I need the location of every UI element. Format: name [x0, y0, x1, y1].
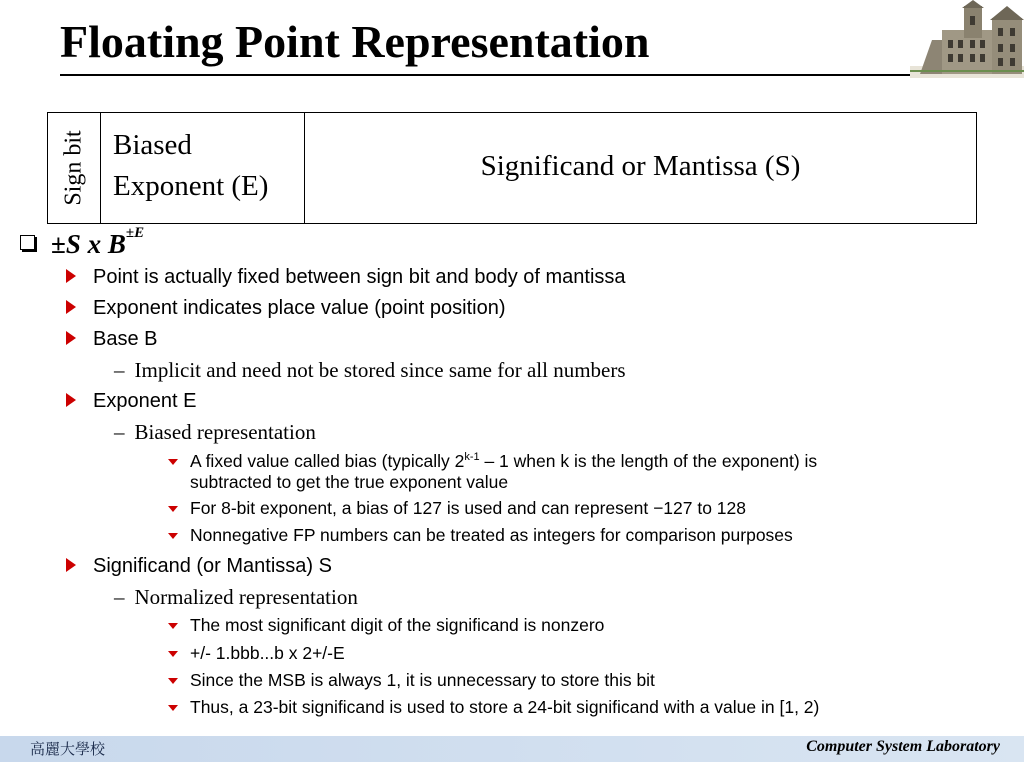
- bullet-text: Normalized representation: [134, 585, 358, 609]
- bullet-exponent-e: [66, 390, 196, 413]
- sign-bit-label: Sign bit: [60, 130, 87, 206]
- bullet-text: Base B: [93, 328, 158, 350]
- bullet-text: Implicit and need not be stored since same for all numbers: [134, 358, 626, 382]
- bias-superscript: k-1: [464, 451, 480, 464]
- red-arrow-bullet-icon: [66, 393, 76, 407]
- bullet-text: For 8-bit exponent, a bias of 127 is used and can represent −127 to 128: [190, 498, 747, 518]
- dash-bullet-icon: –: [114, 585, 125, 609]
- formula-base: ±S x B: [51, 229, 126, 259]
- red-triangle-bullet-icon: [168, 533, 178, 539]
- title-underline: [60, 74, 915, 76]
- red-arrow-bullet-icon: [66, 300, 76, 314]
- red-triangle-bullet-icon: [168, 459, 178, 465]
- bullet-text-cont: – 1 when k is the length of the exponent) is: [479, 451, 818, 471]
- bullet-text: Biased representation: [134, 420, 316, 444]
- red-triangle-bullet-icon: [168, 651, 178, 657]
- exponent-cell: [101, 113, 305, 223]
- significand-cell: [305, 113, 976, 223]
- footer-band: [0, 736, 1024, 762]
- footer-lab-name: Computer System Laboratory: [806, 738, 1000, 755]
- bullet-significand: [66, 555, 332, 578]
- exponent-label-line1: Biased: [113, 129, 192, 161]
- university-building-icon: [910, 0, 1024, 78]
- bullet-text: Point is actually fixed between sign bit and body of mantissa: [93, 266, 626, 288]
- sub-sub-bullet-23bit: [168, 697, 819, 718]
- bullet-text: The most significant digit of the significand is nonzero: [190, 615, 605, 635]
- red-triangle-bullet-icon: [168, 705, 178, 711]
- bullet-text: Significand (or Mantissa) S: [93, 555, 332, 577]
- sub-bullet-biased: [114, 420, 316, 445]
- dash-bullet-icon: –: [114, 420, 125, 444]
- bullet-base-b: [66, 328, 157, 351]
- sub-sub-bullet-bias-cont: [190, 472, 508, 493]
- bullet-text: Thus, a 23-bit significand is used to store a 24-bit significand with a value in [1, 2): [190, 697, 820, 717]
- bullet-text: subtracted to get the true exponent value: [190, 472, 509, 492]
- bullet-exponent-place: [66, 297, 505, 320]
- bullet-text: Since the MSB is always 1, it is unnecessary to store this bit: [190, 670, 655, 690]
- sub-sub-bullet-nonneg: [168, 525, 793, 546]
- sign-bit-cell: [48, 113, 101, 223]
- sub-bullet-normalized: [114, 585, 358, 610]
- red-arrow-bullet-icon: [66, 269, 76, 283]
- sub-sub-bullet-msd: [168, 615, 604, 636]
- red-triangle-bullet-icon: [168, 678, 178, 684]
- sub-sub-bullet-form: [168, 643, 345, 664]
- sub-bullet-implicit: [114, 358, 626, 383]
- sub-sub-bullet-bias: [168, 451, 817, 472]
- bullet-text: A fixed value called bias (typically 2: [190, 451, 465, 471]
- float-format-table: [47, 112, 977, 224]
- bullet-text: Exponent indicates place value (point position): [93, 297, 506, 319]
- bullet-point-fixed: [66, 266, 626, 289]
- formula-exponent: ±E: [125, 225, 145, 241]
- footer-university-name: 高麗大學校: [30, 740, 106, 758]
- bullet-text: Exponent E: [93, 390, 197, 412]
- exponent-label-line2: Exponent (E): [113, 170, 269, 202]
- bullet-text: Nonnegative FP numbers can be treated as integers for comparison purposes: [190, 525, 793, 545]
- sub-sub-bullet-msb: [168, 670, 655, 691]
- red-triangle-bullet-icon: [168, 506, 178, 512]
- red-arrow-bullet-icon: [66, 558, 76, 572]
- dash-bullet-icon: –: [114, 358, 125, 382]
- red-triangle-bullet-icon: [168, 623, 178, 629]
- red-arrow-bullet-icon: [66, 331, 76, 345]
- checkbox-bullet-icon: [20, 235, 35, 250]
- formula-line: [20, 225, 145, 260]
- slide-title: Floating Point Representation: [60, 16, 650, 67]
- significand-label: Significand or Mantissa (S): [480, 149, 801, 182]
- bullet-text: +/- 1.bbb...b x 2+/-E: [190, 643, 345, 663]
- sub-sub-bullet-8bit: [168, 498, 746, 519]
